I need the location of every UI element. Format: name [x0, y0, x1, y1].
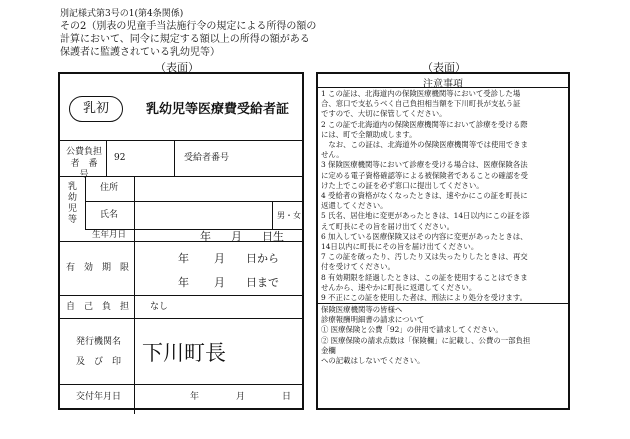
issuer-label-1: 発行機関名: [76, 337, 122, 347]
notes-line: 2 この証で北海道内の保険医療機関等において診療を受ける際: [321, 119, 528, 129]
notes-list: [321, 89, 530, 303]
notes-line: には、町で全額助成します。: [321, 129, 417, 139]
provider-notice: [321, 305, 530, 366]
notes-line: 7 この証を破ったり、汚したり又は失ったりしたときは、再交: [321, 252, 528, 262]
header-line-2: その2（別表の児童手当法施行令の規定による所得の額の: [60, 21, 317, 32]
notice-line: 金欄: [321, 345, 336, 355]
insurer-number-label-1: 公費負担: [65, 147, 102, 157]
notes-line: に定める電子資格確認等による被保険者であることの確認を受: [321, 170, 528, 180]
header-line-3: 計算において、同令に規定する額以上の所得の額がある: [60, 34, 310, 45]
notes-line: 9 不正にこの証を使用した者は、刑法により処分を受けます。: [321, 293, 528, 303]
form-number: 別記様式第3号の1(第4条関係): [60, 9, 184, 19]
notes-line: せんから、速やかに町長に返還してください。: [321, 282, 477, 292]
notice-line: ② 医療保険の請求点数は「保険欄」に記載し、公費の一部負担: [321, 335, 531, 345]
notes-line: 5 氏名、居住地に変更があったときは、14日以内にこの証を添: [321, 211, 530, 221]
insurer-number-value: 92: [114, 153, 126, 163]
notes-line: 返還してください。: [321, 201, 388, 211]
copay-label: 自 己 負 担: [66, 302, 130, 312]
notes-line: 8 有効期限を経過したときは、この証を使用することはできま: [321, 272, 528, 282]
notes-line: なお、この証は、北海道外の保険医療機関等では使用できま: [321, 140, 528, 150]
notice-line: ① 医療保険と公費「92」の併用で請求してください。: [321, 325, 503, 335]
notes-line: 4 受給者の資格がなくなったときは、速やかにこの証を町長に: [321, 191, 528, 201]
notes-line: 付を受けてください。: [321, 262, 395, 272]
notice-line: への記載はしないでください。: [321, 356, 425, 366]
notes-line: えて町長にその旨を届け出てください。: [321, 221, 455, 231]
notes-line: 1 この証は、北海道内の保険医療機関等において受診した場: [321, 89, 521, 98]
notes-title: 注意事項: [423, 79, 463, 90]
card-title: 乳幼児等医療費受給者証: [146, 102, 290, 117]
notes-line: けた上でこの証を必ず窓口に提出してください。: [321, 180, 484, 190]
notes-line: せん。: [321, 150, 344, 160]
stamp-nyushoku: 乳初: [69, 96, 123, 122]
birth-date-label: 生年月日: [92, 230, 127, 240]
issuer-name: 下川町長: [142, 341, 226, 365]
issue-date-label: 交付年月日: [76, 392, 122, 402]
insurer-number-label-2: 者 番 号: [70, 159, 107, 180]
address-label: 住所: [100, 183, 119, 193]
validity-label: 有 効 期 限: [66, 263, 130, 273]
front-caption: （表面）: [155, 61, 199, 74]
notice-line: 診療報酬明細書の請求について: [321, 315, 425, 325]
notes-line: 14日以内に町長にその旨を届け出てください。: [321, 242, 479, 252]
issuer-label-2: 及 び 印: [76, 357, 122, 367]
back-card: [316, 72, 570, 410]
back-caption: （表面）: [422, 61, 466, 74]
notes-line: 合、窓口で支払うべく自己負担相当額を下川町長が支払う証: [321, 99, 521, 109]
front-card: 乳初 乳幼児等医療費受給者証 公費負担 者 番 号 92 受給者番号 乳 幼 児 等 住所 氏名 男・女 生年月日 年 月 日生 有 効 期 限 年 月 日から 年 月 日まで 自 己 負 担 なし 発行機関名 及 び 印 下川町長 交付年月日 年 月 日: [58, 72, 304, 410]
name-label: 氏名: [100, 210, 119, 220]
recipient-number-label: 受給者番号: [184, 153, 230, 163]
notes-line: 3 保険医療機関等において診療を受ける場合は、医療保険各法: [321, 160, 528, 170]
header-line-4: 保護者に監護されている乳幼児等）: [60, 47, 220, 58]
infant-label: 乳 幼 児 等: [67, 182, 77, 225]
notice-line: 保険医療機関等の皆様へ: [321, 305, 403, 314]
notes-line: ですので、大切に保管してください。: [321, 109, 447, 119]
gender-label: 男・女: [277, 211, 301, 220]
copay-value: なし: [150, 302, 169, 312]
notes-line: 6 加入している医療保険又はその内容に変更があったときは、: [321, 231, 528, 241]
